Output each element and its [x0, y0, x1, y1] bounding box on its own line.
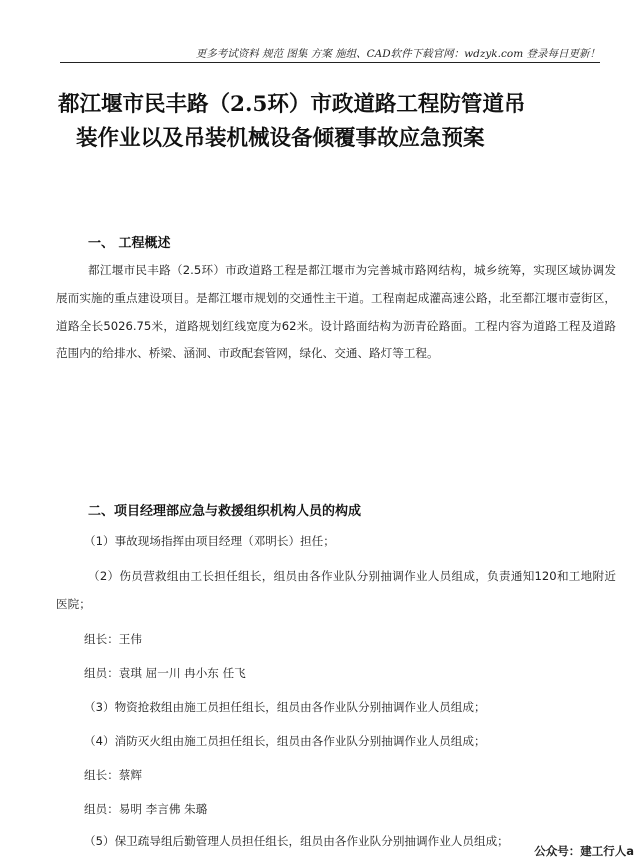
list-item: （4）消防灭火组由施工员担任组长，组员由各作业队分别抽调作业人员组成； [84, 734, 486, 748]
document-title [58, 88, 618, 156]
page-header [60, 42, 600, 63]
list-item: （3）物资抢救组由施工员担任组长，组员由各作业队分别抽调作业人员组成； [84, 700, 486, 714]
list-item: （2）伤员营救组由工长担任组长，组员由各作业队分别抽调作业人员组成，负责通知120和工地附近医院； [56, 569, 616, 611]
section-2-heading: 二、项目经理部应急与救援组织机构人员的构成 [88, 504, 362, 519]
title-line-1: 都江堰市民丰路（2.5环）市政道路工程防管道吊 [58, 92, 526, 117]
section-1-heading: 一、 工程概述 [88, 236, 171, 251]
header-text: 更多考试资料 规范 图集 方案 施组、CAD软件下载官网：wdzyk.com 登录每日更新！ [195, 48, 600, 60]
list-item: 组员：易明 李言佛 朱璐 [84, 802, 208, 816]
list-item: 组员：袁琪 屈一川 冉小东 任飞 [84, 666, 246, 680]
list-item: （5）保卫疏导组后勤管理人员担任组长，组员由各作业队分别抽调作业人员组成； [84, 834, 509, 848]
title-line-2: 装作业以及吊装机械设备倾覆事故应急预案 [76, 126, 485, 151]
list-item: 组长：王伟 [84, 632, 142, 646]
section-1-body: 都江堰市民丰路（2.5环）市政道路工程是都江堰市为完善城市路网结构，城乡统筹，实现区域协调发展而实施的重点建设项目。是都江堰市规划的交通性主干道。工程南起成灌高速公路，北至都江堰市壹街区，道路全长5026.75米，道路规划红线宽度为62米。设计路面结构为沥青砼路面。工程内容为道路工程及道路范围内的给排水、桥梁、涵洞、市政配套管网，绿化、交通、路灯等工程。 [56, 263, 616, 361]
list-item: （1）事故现场指挥由项目经理（邓明长）担任； [84, 534, 335, 548]
list-item: 组长：蔡辉 [84, 768, 142, 782]
footer-watermark: 公众号：建工行人a [530, 841, 638, 861]
